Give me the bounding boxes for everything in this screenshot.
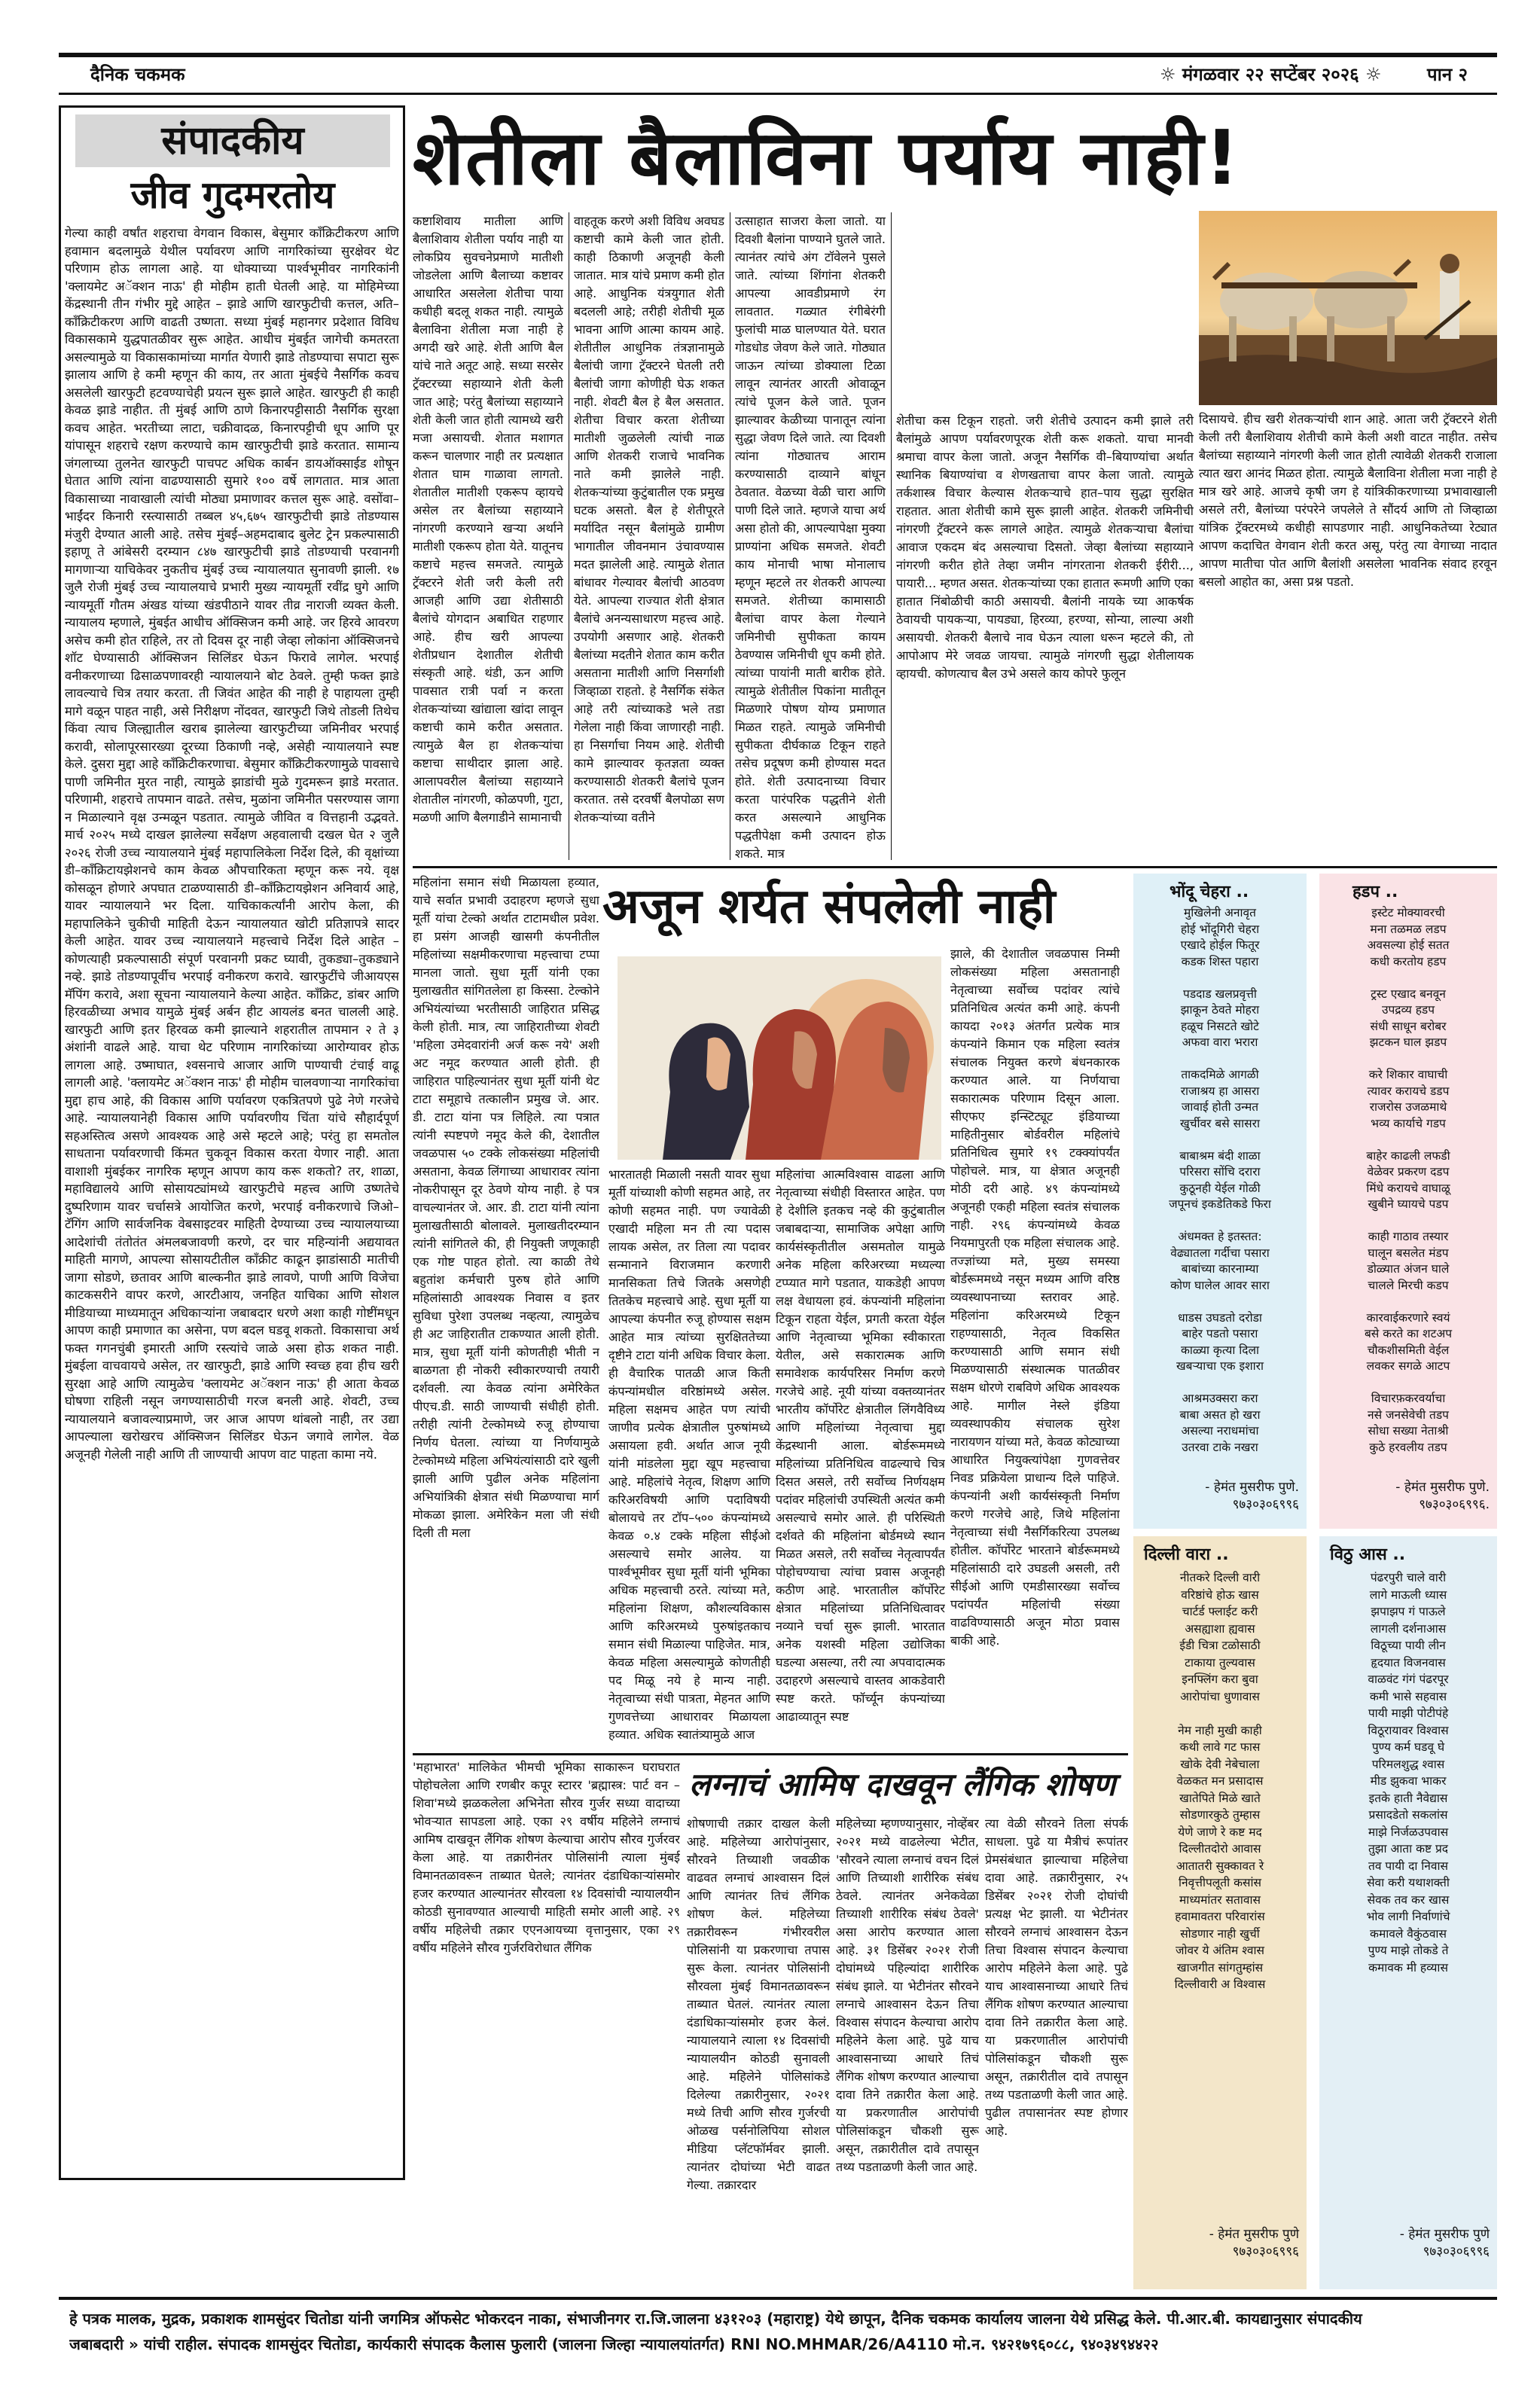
poem-2-phone: ९७३०३०६९९६. [1419,1497,1490,1512]
poem-line: असल्या नराधमांचा [1181,1424,1259,1438]
poem-1-body [1133,902,1307,1478]
page-number: पान २ [1427,64,1468,85]
poem-line: भोव लागी निर्वाणांचे [1366,1910,1450,1923]
poem-line: वेळेवर प्रकरण दडप [1367,1165,1450,1179]
poem-line: राजरोस उजळमाथे [1369,1100,1447,1114]
lead-col-5: दिसायचे. हीच खरी शेतकऱ्यांची शान आहे. आता जरी ट्रॅक्टरने शेती केली तरी बैलाशिवाय शेतीची कामे केली अशी वाटत नाहीत. तसेच बैलांच्या सहाय्याने नांगरणी केली जात होती त्यावेळी शेतकरी राजाला त्यात खरा आनंद मिळत होता. त्यामुळे बैलाविना शेतीला मजा नाही हे मात्र खरे आहे. आजचे कृषी जग हे यांत्रिकीकरणाच्या प्रभावाखाली असले तरी, बैलांच्या परंपरेने जपलेले ते सौंदर्य आणि तो जिव्हाळा यांत्रिक ट्रॅक्टरमध्ये कधीही सापडणार नाही. आधुनिकतेच्या रेट्यात आपण कदाचित वेगवान शेती करत असू, परंतु त्या वेगाच्या नादात आपण मातीचा पोत आणि बैलांशी असलेला भावनिक संवाद हरवून बसलो आहोत का, असा प्रश्न पडतो. [1199,412,1497,589]
lead-col-4 [896,212,1194,860]
poem-line: कोण घालेल आवर सारा [1170,1278,1270,1292]
lead-col-2: वाहतूक करणे अशी विविध अवघड कष्टाची कामे केली जात होती. काही ठिकाणी अजूनही केली जातात. मात्र यांचे प्रमाण कमी होत आहे. आधुनिक यंत्रयुगात शेती बदलली आहे; तरीही शेतीची मूळ भावना आणि आत्मा कायम आहे. शेतीतील आधुनिक तंत्रज्ञानामुळे बैलांची जागा ट्रॅक्टरने घेतली तरी बैलांची जागा कोणीही घेऊ शकत नाही. शेवटी बैल हे बैल असतात. शेतीचा विचार करता शेतीच्या मातीशी जुळलेली त्यांची नाळ आणि शेतकरी राजाचे भावनिक नाते कमी झालेले नाही. शेतकऱ्यांच्या कुटुंबातील एक प्रमुख घटक असतो. बैल हे शेतीपूरते मर्यादित नसून बैलांमुळे ग्रामीण भागातील जीवनमान उंचावण्यास मदत झालेली आहे. त्यामुळे शेतात बांधावर गेल्यावर बैलांची आठवण येते. आपल्या राज्यात शेती क्षेत्रात बैलांचे अनन्यसाधारण महत्त्व आहे. उपयोगी असणार आहे. शेतकरी बैलांच्या मदतीने शेतात काम करीत असताना मातीशी आणि निसर्गाशी जिव्हाळा राहतो. हे नैसर्गिक संकेत आहे तरी त्यांच्याकडे भले तडा गेलेला नाही किंवा जाणारही नाही. हा निसर्गाचा नियम आहे. शेतीची कामे झाल्यावर कृतज्ञता व्यक्त करण्यासाठी शेतकरी बैलांचे पूजन करतात. तसे दरवर्षी बैलपोळा सण शेतकऱ्यांच्या वतीने [574,214,724,825]
poem-line: करे शिकार वाघाची [1368,1068,1448,1081]
poem-line [1138,1132,1302,1148]
imprint-line-2: जबाबदारी » यांची राहील. संपादक शामसुंदर चितोडा, कार्यकारी संपादक कैलास फुलारी (जालना जिल्हा न्यायालयांतर्गत) RNI NO.MHMAR/26/A4110 मो.न. ९४२१७९६०८८, ९४०३४९४४२२ [69,2335,1159,2353]
poem-3-title: दिल्ली वारा .. [1144,1545,1229,1564]
bullock-farming-photo [1199,211,1497,405]
poem-line: कथी लावे गट फास [1179,1740,1261,1754]
poem-line: बसे करते का शटअप [1364,1327,1453,1340]
dateline: ☼ मंगळवार २२ सप्टेंबर २०२६ ☼ [1160,64,1382,85]
poem-1-phone: ९७३०३०६९९६ [1232,1497,1299,1512]
poem-line: खुर्चीवर बसे सासरा [1179,1116,1260,1130]
poem-line: बाहेर काढली लफडी [1366,1148,1450,1163]
poem-line [1324,970,1493,987]
poem-line: धाडस उघडतो दरोडा [1178,1310,1262,1325]
poem-line: झपाझप गं पाऊले [1371,1605,1446,1618]
poem-2-body [1319,902,1497,1478]
lead-col-4-text: शेतीचा कस टिकून राहतो. जरी शेतीचे उत्पादन कमी झाले तरी बैलांमुळे आपण पर्यावरणपूरक शेती करू शकतो. याचा मानवी श्रमाचा वापर केला जातो. अजून नैसर्गिक वी–बियाण्यांचा अर्थात स्थानिक बियाण्यांचा व शेणखताचा वापर केला जातो. त्यामुळे तर्कशास्त्र विचार केल्यास शेतकऱ्याचे हात–पाय सुद्धा सुरक्षित राहतात. आता शेतीची कामे सुरू झाली आहेत. शेतकरी जमिनीची नांगरणी ट्रॅक्टरने करू लागले आहेत. त्यामुळे शेतकऱ्याचा बैलांचा आवाज एकदम बंद असल्याचा दिसतो. जेव्हा बैलांच्या सहाय्याने नांगरणी करीत होते तेव्हा जमीन नांगरताना शेतकरी ईरीरी..., पायारी... म्हणत असत. शेतकऱ्यांच्या एका हातात रूमणी आणि एका हातात निंबोळीची काठी असायची. बैलांनी नायके च्या आकर्षक ठेवायची पायकऱ्या, पायड्या, हिरव्या, हरण्या, सोन्या, लाल्या अशी असायची. शेतकरी बैलाचे नाव घेऊन त्याला धरून म्हटले की, तो आपोआप मेरे जवळ जायचा. त्यामुळे नांगरणी सुद्धा शेतीलायक व्हायची. कोणत्याच बैल उभे असले काय कोपरे फुलून [896,413,1194,681]
poem-box-3 [1133,1536,1307,2289]
poem-line: होई भोंदूगिरी चेहरा [1180,922,1260,936]
bottom-headline: लग्नाचं आमिष दाखवून लैंगिक शोषण [689,1766,1116,1803]
lead-col-3: उत्साहात साजरा केला जातो. या दिवशी बैलांना पाण्याने घुतले जाते. त्यानंतर त्यांचे अंग टॉवेलने पुसले जाते. त्यांच्या शिंगांना शेतकरी आपल्या आवडीप्रमाणे रंग लावतात. गळ्यात रंगीबेरंगी फुलांची माळ घालण्यात येते. घरात गोडधोड जेवण केले जाते. गोठ्यात जाऊन त्यांच्या डोक्याला टिळा लावून त्यानंतर आरती ओवाळून त्यांचे पूजन केले जाते. पूजन झाल्यावर केळीच्या पानातून त्यांना सुद्धा जेवण दिले जाते. त्या दिवशी त्यांना गोठ्यातच आराम करण्यासाठी दाव्याने बांधून ठेवतात. वेळच्या वेळी चारा आणि पाणी दिले जाते. म्हणजे याचा अर्थ असा होतो की, आपल्यापेक्षा मुक्या प्राण्यांना अधिक समजते. शेवटी काय मोनाची भाषा मोनालाच म्हणून म्हटले तर शेतकरी आपल्या समजते. शेतीच्या कामासाठी बैलांचा वापर केला गेल्याने जमिनीची सुपीकता कायम ठेवण्यास जमिनीची धूप कमी होते. त्यांच्या पायांनी माती बारीक होते. त्यामुळे शेतीतील पिकांना मातीतून मिळणारे पोषण योग्य प्रमाणात मिळत राहते. त्यामुळे जमिनीची सुपीकता दीर्घकाळ टिकून राहते तसेच प्रदूषण कमी होण्यास मदत होते. शेती उत्पादनाच्या विचार करता पारंपरिक पद्धतीने शेती करत असल्याने आधुनिक पद्धतीपेक्षा कमी उत्पादन होऊ शकते. मात्र [735,214,886,860]
poem-line: पायी माझी पोटीपंहे [1368,1706,1449,1720]
women-col-4: झाले, की देशातील जवळपास निम्मी लोकसंख्या महिला असतानाही नेतृत्वाच्या सर्वोच्च पदांवर त्यांचे प्रतिनिधित्व अत्यंत कमी आहे. कंपनी कायदा २०१३ अंतर्गत प्रत्येक मात्र कंपन्यांने किमान एक महिला स्वतंत्र संचालक नियुक्त करणे बंधनकारक करण्यात आले. या निर्णयाचा सकारात्मक परिणाम दिसून आला. सीएफए इन्स्टिट्यूट इंडियाच्या माहितीनुसार बोर्डवरील महिलांचे प्रतिनिधित्व सुमारे १९ टक्क्यांपर्यंत पोहोचले. मात्र, या क्षेत्रात अजूनही मोठी दरी आहे. ४९ कंपन्यांमध्ये अजूनही एकही महिला स्वतंत्र संचालक नाही. २९६ कंपन्यांमध्ये केवळ नियमापुरती एक महिला संचालक आहे. तज्ज्ञांच्या मते, मुख्य समस्या बोर्डरूममध्ये नसून मध्यम आणि वरिष्ठ व्यवस्थापनाच्या स्तरावर आहे. महिलांना करिअरमध्ये टिकून राहण्यासाठी, नेतृत्व विकसित करण्यासाठी आणि समान संधी मिळण्यासाठी संस्थात्मक पातळीवर सक्षम धोरणे राबविणे अधिक आवश्यक आहे. मागील नेस्ले इंडिया व्यवस्थापकीय संचालक सुरेश नारायणन यांच्या मते, केवळ कोट्याच्या आधारित नियुक्त्यांपेक्षा गुणवत्तेवर निवड प्रक्रियेला प्राधान्य दिले पाहिजे. कंपन्यांनी अशी कार्यसंस्कृती निर्माण करणे गरजेचे आहे, जिथे महिलांना नेतृत्वाच्या संधी नैसर्गिकरित्या उपलब्ध होतील. कॉर्पोरेट भारताने बोर्डरूममध्ये महिलांसाठी दारे उघडली असली, तरी सीईओ आणि एमडीसारख्या सर्वोच्च पदांपर्यंत महिलांची संख्या वाढविण्यासाठी अजून मोठा प्रवास बाकी आहे. [950,947,1120,1648]
poem-line: येणे जाणे रे कष्ट मद [1178,1825,1262,1839]
poem-line: ट्रस्ट एखाद बनवून [1371,987,1446,1001]
poem-line: उपद्रव्य हडप [1381,1003,1435,1017]
poem-line: ताकदमिळे आगळी [1181,1068,1259,1081]
editorial-body: गेल्या काही वर्षांत शहराचा वेगवान विकास, बेसुमार काँक्रिटीकरण आणि हवामान बदलामुळे येथील पर्यावरण आणि नागरिकांच्या सुरक्षेवर थेट परिणाम होऊ लागला आहे. या धोक्याच्या पार्श्वभूमीवर नागरिकांनी 'क्लायमेट अॅक्शन नाऊ' ही मोहीम हाती घेतली आहे. या मोहिमेच्या केंद्रस्थानी तीन गंभीर मुद्दे आहेत – झाडे आणि खारफुटीची कत्तल, अति–काँक्रिटीकरण आणि वाढती उष्णता. सध्या मुंबई महानगर प्रदेशात विविध विकासकामे युद्धपातळीवर सुरू आहेत. आधीच मुंबईत जागेची कमतरता असल्यामुळे या विकासकामांच्या मार्गात येणारी झाडे तोडण्याचा सपाटा सुरू झालाय आणि हे कमी म्हणून की काय, तर आता मुंबईचे नैसर्गिक कवच असलेली खारफुटी हटवण्याचेही प्रयत्न सुरू झाले आहेत. खारफुटी ही काही केवळ झाडे नाहीत. ती मुंबई आणि ठाणे किनारपट्टीसाठी नैसर्गिक सुरक्षा कवच आहेत. भरतीच्या लाटा, चक्रीवादळ, किनारपट्टीची धूप आणि पूर यांपासून शहराचे रक्षण करण्याचे काम खारफुटीची झाडे करतात. सामान्य जंगलाच्या तुलनेत खारफुटी पाचपट अधिक कार्बन डायऑक्साईड शोषून घेतात आणि त्यांना वाढण्यासाठी सुमारे १०० वर्षे लागतात. मात्र आता विकासाच्या नावाखाली त्यांची मोठ्या प्रमाणावर कत्तल सुरू आहे. वसोंवा–भाईंदर किनारी रस्त्यासाठी तब्बल ४५,६७५ खारफुटीची झाडे तोडण्यास मंजुरी देण्यात आली आहे. तसेच मुंबई–अहमदाबाद बुलेट ट्रेन प्रकल्पासाठी इहाणू ते आंबेसरी दरम्यान ८४७ खारफुटीची झाडे तोडण्याची परवानगी मागणाऱ्या याचिकेवर नुकतीच मुंबई उच्च न्यायालयात सुनावणी झाली. १७ जुलै रोजी मुंबई उच्च न्यायालयाचे प्रभारी मुख्य न्यायमूर्ती रवींद्र घुगे आणि न्यायमूर्ती गौतम अंखड यांच्या खंडपीठाने यावर तीव्र नाराजी व्यक्त केली. न्यायालय म्हणाले, मुंबईत आधीच ऑक्सिजन कमी आहे. जर हिरवे आवरण असेच कमी होत राहिले, तर तो दिवस दूर नाही जेव्हा लोकांना ऑक्सिजनचे शॉट घेण्यासाठी ऑक्सिजन सिलिंडर घेऊन फिरावे लागेल. भरपाई वनीकरणाच्या ढिसाळपणावरही न्यायालयाने बोट ठेवले. तुम्ही फक्त झाडे लावल्याचे चित्र तयार करता. ती जिवंत आहेत की नाही हे पाहायला तुम्ही मागे वळून पाहत नाही, असे निरीक्षण नोंदवत, खारफुटी जिथे तोडली तिथेच किंवा त्याच जिल्ह्यातील खराब झालेल्या खारफुटीच्या जमिनीवर भरपाई करावी, सोलापूरसारख्या दूरच्या ठिकाणी नव्हे, असेही न्यायालयाने स्पष्ट केले. दुसरा मुद्दा आहे काँक्रिटीकरणाचा. बेसुमार काँक्रिटीकरणामुळे पावसाचे पाणी जमिनीत मुरत नाही, त्यामुळे झाडांची मुळे गुदमरून झाडे मरतात. परिणामी, शहराचे तापमान वाढते. तसेच, मुळांना जमिनीत पसरण्यास जागा न मिळाल्याने वृक्ष उन्मळून पडतात. त्यामुळे जीवित व वित्तहानी उद्भवते. मार्च २०२५ मध्ये दाखल झालेल्या सर्वेक्षण अहवालाची दखल घेत २ जुलै २०२६ रोजी उच्च न्यायालयाने मुंबई महापालिकेला निर्देश दिले, की वृक्षांच्या डी–काँक्रिटायझेशनचे काम केवळ औपचारिकता म्हणून करू नये. वृक्ष कोसळून होणारे अपघात टाळण्यासाठी डी–काँक्रिटायझेशन अनिवार्य आहे, यावर न्यायालयाने भर दिला. याचिकाकर्त्यांनी आरोप केला, की महापालिकेने चुकीची माहिती देऊन न्यायालयात खोटी प्रतिज्ञापत्रे सादर केली आहेत. यावर उच्च न्यायालयाने महत्त्वाचे निर्देश दिले आहेत – कोणत्याही प्रकल्पासाठी संपूर्ण परवानगी प्रकट घ्यावी, तुकड्या–तुकड्याने नव्हे. झाडे तोडण्यापूर्वीच भरपाई वनीकरण करावे. खारफुटींचे जीआयएस मॅपिंग करावे, अशा सूचना न्यायालयाने केल्या आहेत. काँक्रिट, डांबर आणि हिरवळीच्या अभाव यामुळे मुंबई अर्बन हीट आयलंड बनत चालली आहे. खारफुटी आणि इतर हिरवळ कमी झाल्याने शहरातील तापमान २ ते ३ अंशांनी वाढले आहे. याचा थेट परिणाम नागरिकांच्या आरोग्यावर होऊ लागला आहे. उष्माघात, श्वसनाचे आजार आणि पाण्याची टंचाई वाढू लागली आहे. 'क्लायमेट अॅक्शन नाऊ' ही मोहीम चालवणाऱ्या नागरिकांचा मुद्दा हाच आहे, की विकास आणि पर्यावरण एकत्रितपणे पुढे नेणे गरजेचे आहे. न्यायालयानेही विकास आणि पर्यावरणीय चिंता यांचे सौहार्दपूर्ण सहअस्तित्व असणे आवश्यक आहे असे म्हटले आहे; परंतु हा समतोल साधताना पर्यावरणाची किंमत चुकवून विकास करता येणार नाही. आता वाशाशी मुंबईकर नागरिक म्हणून आपण काय करू शकतो? तर, शाळा, महाविद्यालये आणि सोसायट्यांमध्ये खारफुटीचे महत्त्व आणि उष्णतेचे दुष्परिणाम यावर चर्चासत्रे आयोजित करणे, भरपाई वनीकरणाचे जिओ–टॅगिंग आणि सार्वजनिक वेबसाइटवर माहिती देण्याच्या उच्च न्यायालयाच्या आदेशांची तंतोतंत अंमलबजावणी करणे, दर चार महिन्यांनी अद्ययावत माहिती मागणे, आपल्या सोसायटीतील काँक्रीट काढून झाडांसाठी मातीची जागा सोडणे, छतावर आणि बाल्कनीत झाडे लावणे, पाणी आणि विजेचा काटकसरीने वापर करणे, आरटीआय, जनहित याचिका आणि सोशल मीडियाच्या माध्यमातून अधिकाऱ्यांना जबाबदार धरणे अशा काही गोष्टींमधून आपण काही प्रमाणात का असेना, पण बदल घडवू शकतो. विकासाचा अर्थ फक्त गगनचुंबी इमारती आणि रस्त्यांचे जाळे असा होऊ शकत नाही. मुंबईला वाचवायचे असेल, तर खारफुटी, झाडे आणि स्वच्छ हवा हीच खरी सुरक्षा आहे आणि त्यामुळेच 'क्लायमेट अॅक्शन नाऊ' ही आता केवळ घोषणा राहिली नसून जगण्यासाठीची गरज बनली आहे. शेवटी, उच्च न्यायालयाने बजावल्याप्रमाणे, जर आज आपण थांबलो नाही, तर उद्या आपल्याला खरोखरच ऑक्सिजन सिलिंडर घेऊन जगावे लागेल. वेळ अजूनही गेलेली नाही आणि ती जाण्याची आपण वाट पाहता कामा नये. [65,226,399,1462]
poem-line: सोधा सख्या नेताश्री [1368,1424,1449,1438]
poem-line: संधी साधून बरोबर [1370,1019,1447,1033]
poem-line: इतके हाती नैवेद्यास [1368,1791,1448,1805]
poem-line: एखादे होईल फितूर [1180,938,1260,952]
poem-line: कुठे हरवलीय तडप [1369,1440,1447,1454]
poem-line [1324,1294,1493,1310]
poem-line: सेवक तव कर खास [1367,1892,1450,1907]
editorial-label: संपादकीय [75,114,390,167]
poem-line: चालले मिरची कडप [1368,1278,1449,1292]
imprint-footer [59,2297,1497,2361]
poem-line: डोळ्यात अंजन घाले [1367,1262,1450,1276]
poem-line: बाबाश्रम बंदी शाळा [1179,1148,1261,1163]
poem-line [1324,1051,1493,1068]
imprint-line-1: हे पत्रक मालक, मुद्रक, प्रकाशक शामसुंदर चितोडा यांनी जगमित्र ऑफसेट भोकरदन नाका, संभाजीनगर रा.जि.जालना ४३१२०३ (महाराष्ट्र) येथे छापून, दैनिक चकमक कार्यालय जालना येथे प्रसिद्ध केले. पी.आर.बी. कायद्यानुसार संपादकीय [69,2310,1362,2328]
poem-line: दिल्लीवारी अ विश्वास [1174,1978,1266,1991]
poem-line: काही गाठाव तस्यार [1368,1230,1449,1243]
poem-4-signature: - हेमंत मुसरीफ पुणे [1399,2227,1490,2242]
lead-col-1: कष्टाशिवाय मातीला आणि बैलाशिवाय शेतीला पर्याय नाही या लोकप्रिय सुवचनेप्रमाणे मातीशी जोडलेला आणि बैलाच्या कष्टावर आधारित असलेला शेतीचा पाया कधीही बदलू शकत नाही. त्यामुळे बैलाविना शेतीला मजा नाही हे अगदी खरे आहे. शेती आणि बैल यांचे नाते अतूट आहे. सध्या सरसेर ट्रॅक्टरच्या सहाय्याने शेती केली जात आहे; परंतु बैलांच्या सहाय्याने शेती केली जात होती त्यामध्ये खरी मजा असायची. शेतात मशागत करून चालणार नाही तर प्रत्यक्षात शेतात घाम गाळावा लागतो. शेतातील मातीशी एकरूप व्हायचे असेल तर बैलांच्या सहाय्याने नांगरणी करण्याने खऱ्या अर्थाने मातीशी एकरूप होता येते. यातूनच कष्टाचे महत्त्व समजते. त्यामुळे ट्रॅक्टरने शेती जरी केली तरी आजही आणि उद्या शेतीसाठी बैलांचे योगदान अबाधित राहणार आहे. हीच खरी आपल्या शेतीप्रधान देशातील शेतीची संस्कृती आहे. थंडी, ऊन आणि पावसात रात्री पर्वा न करता शेतकऱ्यांच्या खांद्याला खांदा लावून कष्टाची कामे करीत असतात. त्यामुळे बैल हा शेतकऱ्यांचा कष्टाचा साथीदार झाला आहे. आलापवरील बैलांच्या सहाय्याने शेतातील नांगरणी, कोळपणी, गुटा, मळणी आणि बैलगाडीने सामानाची [413,214,563,825]
women-col-1: महिलांना समान संधी मिळायला हव्यात, याचे सर्वात प्रभावी उदाहरण म्हणजे सुधा मूर्ती यांचा टेल्को अर्थात टाटामधील प्रवेश. हा प्रसंग आजही खासगी कंपनीतील महिलांच्या सक्षमीकरणाचा महत्त्वाचा टप्पा मानला जातो. सुधा मूर्ती यांनी एका मुलाखतीत सांगितलेला हा किस्सा. टेल्कोने अभियंत्यांच्या भरतीसाठी जाहिरात प्रसिद्ध केली होती. मात्र, त्या जाहिरातीच्या शेवटी 'महिला उमेदवारांनी अर्ज करू नये' अशी अट नमूद करण्यात आली होती. ही जाहिरात पाहिल्यानंतर सुधा मूर्ती यांनी थेट टाटा समूहाचे तत्कालीन प्रमुख जे. आर. डी. टाटा यांना पत्र लिहिले. त्या पत्रात त्यांनी स्पष्टपणे नमूद केले की, देशातील जवळपास ५० टक्के लोकसंख्या महिलांची असताना, केवळ लिंगाच्या आधारावर त्यांना नोकरीपासून दूर ठेवणे योग्य नाही. हे पत्र वाचल्यानंतर जे. आर. डी. टाटा यांनी त्यांना मुलाखतीसाठी बोलावले. मुलाखतीदरम्यान त्यांनी सांगितले की, ही नियुक्ती जणूकाही एक गोष्ट पाहत होतो. त्या काळी तेथे बहुतांश कर्मचारी पुरुष होते आणि महिलांसाठी आवश्यक निवास व इतर सुविधा पुरेशा उपलब्ध नव्हत्या, त्यामुळेच ही अट जाहिरातीत टाकण्यात आली होती. मात्र, सुधा मूर्ती यांनी कोणतीही भीती न बाळगता ही नोकरी स्वीकारण्याची तयारी दर्शवली. त्या केवळ त्यांना अमेरिकेत पीएच.डी. साठी जाण्याची संधीही होती. तरीही त्यांनी टेल्कोमध्ये रुजू होण्याचा निर्णय घेतला. त्यांच्या या निर्णयामुळे टेल्कोमध्ये महिला अभियंत्यांसाठी दारे खुली झाली आणि पुढील अनेक महिलांना अभियांत्रिकी क्षेत्रात संधी मिळण्याचा मार्ग मोकळा झाला. अमेरिकेन मला जी संधी दिली ती मला [413,875,599,1540]
bottom-col-1 [413,1758,680,2289]
poem-line: खाजगीत सांगतुम्हांस [1176,1960,1264,1975]
poem-line: खोके देवी नेबेचाला [1180,1757,1260,1771]
photo-spacer [776,971,945,1166]
poem-line: भव्य कार्याचे गडप [1371,1116,1446,1130]
poem-line: आतातरी सुक्कावत रे [1176,1859,1264,1873]
women-headline: अजून शर्यत संपलेली नाही [602,879,1056,935]
poem-line: त्यावर करायचे डडप [1367,1084,1450,1098]
poem-line [1138,970,1302,987]
poem-4-title: विठु आस .. [1330,1545,1406,1564]
poem-line: पुण्य कर्म घडवू घे [1371,1740,1445,1754]
poem-line [1324,1213,1493,1230]
poem-line: कारवाईकरणारे स्वयं [1366,1310,1450,1325]
bottom-col-3: महिलेच्या म्हणण्यानुसार, नोव्हेंबर २०२१ मध्ये वाढलेल्या भेटीत, 'सौरवने त्याला लग्नाचं वचन दिलं आणि तिच्याशी शारीरिक संबंध ठेवले. त्यानंतर अनेकवेळा तिच्याशी शारीरिक संबंध ठेवले' असा आरोप करण्यात आला आहे. ३१ डिसेंबर २०२१ रोजी दोघांमध्ये पहिल्यांदा शारीरिक संबंध झाले. या भेटीनंतर सौरवने लग्नाचे आश्वासन देऊन तिचा विश्वास संपादन केल्याचा आरोप महिलेने केला आहे. पुढे याच आश्वासनाच्या आधारे तिचं लैंगिक शोषण करण्यात आल्याचा दावा तिने तक्रारीत केला आहे. या प्रकरणातील आरोपांची पोलिसांकडून चौकशी सुरू असून, तक्रारीतील दावे तपासून तथ्य पडताळणी केली जात आहे. [836,1816,979,2174]
poem-line: राजाश्रय हा आसरा [1180,1084,1260,1098]
poem-line: कुठूनही येईल गोळी [1179,1181,1261,1195]
poem-line: पुण्य माझे तोकडे ते [1368,1944,1449,1957]
poem-line: सेवा करी यथाशक्ती [1367,1876,1450,1889]
poem-line: विठूरायावर विश्वास [1368,1723,1449,1737]
poem-line [1138,1375,1302,1392]
poem-line: इनफ्लिंग करा बुवा [1182,1673,1258,1686]
poem-line: दिल्लीतदोरो आवास [1179,1842,1261,1856]
poem-line: सोडणार नाही खुर्ची [1180,1926,1260,1941]
poem-1-title: भोंदू चेहरा .. [1169,883,1249,901]
poem-line: विठूच्या पायी लीन [1371,1639,1446,1652]
poem-line: मीड झुकवा भाकर [1370,1774,1447,1788]
poem-line: परिसरा सोंचि दरारा [1179,1165,1261,1179]
bottom-col-2: शोषणाची तक्रार दाखल केली आहे. महिलेच्या आरोपांनुसार, सौरवने तिच्याशी जवळीक वाढवत लग्नाचं आश्वासन दिलं आणि त्यानंतर तिचं लैंगिक शोषण केलं. महिलेच्या तक्रारीवरून गंभीरवरील पोलिसांनी या प्रकरणाचा तपास सुरू केला. त्यानंतर पोलिसांनी सौरवला मुंबई विमानतळावरून ताब्यात घेतलं. त्यानंतर त्याला दंडाधिकाऱ्यांसमोर हजर केलं. न्यायालयाने त्याला १४ दिवसांची न्यायालयीन कोठडी सुनावली आहे. महिलेने पोलिसांकडे दिलेल्या तक्रारीनुसार, २०२१ मध्ये तिची आणि सौरव गुर्जरची ओळख पर्सनोलिपिया सोशल मीडिया प्लॅटफॉर्मवर झाली. त्यानंतर दोघांच्या भेटी वाढत गेल्या. तक्रारदार [687,1816,830,2192]
poem-line: निवृत्तीपलूती कसांस [1179,1876,1261,1889]
poem-line: असह्याशा ह्यवास [1185,1621,1255,1636]
poem-line: माध्यमांतर सतावास [1179,1892,1261,1907]
paper-name: दैनिक चकमक [90,64,185,85]
poem-line: तव पायी दा निवास [1368,1859,1449,1873]
poem-line: खबऱ्याचा एक इशारा [1176,1359,1264,1373]
poem-line: नसे जनसेवेची तडप [1368,1407,1449,1422]
poem-line: विचारफ़करवर्याचा [1371,1392,1446,1405]
poem-line: बाबा असत हो खरा [1179,1407,1261,1422]
women-col-3-text: महिलांचा आत्मविश्वास वाढला आणि नेतृत्वाच्या संधीही विस्तारत आहेत. पण हे देशीलि इतकच नव्हे की कुटुंबातील जबाबदाऱ्या, सामाजिक अपेक्षा आणि कार्यसंस्कृतीतील असमतोल यामुळे अनेक महिला करिअरच्या मध्यल्या टप्प्यात मागे पडतात, याकडेही आपण लक्ष वेधायला हवं. कंपन्यांनी महिलांना टिकून राहता येईल, प्रगती करता येईल आणि नेतृत्वाच्या भूमिका स्वीकारता येतील, असे सकारात्मक आणि समावेशक कार्यपरिसर निर्माण करणे गरजेचे आहे. नूयी यांच्या वक्तव्यानंतर भारतीय कॉर्पोरेट क्षेत्रातील लिंगवैविध्य आणि महिलांच्या नेतृत्वाचा मुद्दा केंद्रस्थानी आला. बोर्डरूममध्ये महिलांच्या प्रतिनिधित्व वाढल्याचे चित्र दिसत असले, तरी सर्वोच्च निर्णयक्षम पदांवर महिलांची उपस्थिती अत्यंत कमी असल्याचे समोर आले. ही परिस्थिती दर्शवते की महिलांना बोर्डमध्ये स्थान मिळत असले, तरी सर्वोच्च नेतृत्वापर्यंत पोहोचण्याचा त्यांचा प्रवास अजूनही कठीण आहे. भारतातील कॉर्पोरेट क्षेत्रात महिलांच्या प्रतिनिधित्वावर नव्याने चर्चा सुरू झाली. भारतात अनेक यशस्वी महिला उद्योजिका घडल्या असल्या, तरी त्या अपवादात्मक उदाहरणे असल्याचे वास्तव आकडेवारी स्पष्ट करते. फॉर्च्यून कंपन्यांच्या आढाव्यातून स्पष्ट [776,1167,945,1724]
poem-line: वाळवंट गंगं पंढरपूर [1368,1673,1449,1686]
poem-line: खुबीने घ्यायचे पडप [1368,1197,1449,1211]
poem-line: वेळकत मन प्रसादास [1176,1774,1264,1788]
poem-line [1138,1213,1302,1230]
poem-line: सोडणारकुठे तुम्हास [1179,1808,1261,1822]
bottom-col-4: त्या वेळी सौरवने तिला संपर्क साधला. पुढे या मैत्रीचं रूपांतर प्रेमसंबंधात झाल्याचा महिलेचा दावा आहे. तक्रारीनुसार, २५ डिसेंबर २०२१ रोजी दोघांची प्रत्यक्ष भेट झाली. या भेटीनंतर सौरवने लग्नाचं आश्वासन देऊन तिचा विश्वास संपादन केल्याचा आरोप महिलेने केला आहे. पुढे याच आश्वासनाच्या आधारे तिचं लैंगिक शोषण करण्यात आल्याचा दावा तिने तक्रारीत केला आहे. या प्रकरणातील आरोपांची पोलिसांकडून चौकशी सुरू असून, तक्रारीतील दावे तपासून तथ्य पडताळणी केली जात आहे. पुढील तपासानंतर स्पष्ट होणार आहे. [985,1816,1128,2138]
poem-line: हळूच निसटते खोटे [1181,1019,1259,1033]
poem-line: घालून बसलेत मंडप [1368,1246,1449,1260]
poem-3-phone: ९७३०३०६९९६ [1232,2244,1299,2259]
bottom-col-1-text: 'महाभारत' मालिकेत भीमची भूमिका साकारून घराघरात पोहोचलेला आणि रणबीर कपूर स्टारर 'ब्रह्मास्त्र: पार्ट वन – शिवा'मध्ये झळकलेला अभिनेता सौरव गुर्जर सध्या वादाच्या भोवऱ्यात सापडला आहे. एका २९ वर्षीय महिलेने लग्नाचं आमिष दाखवून लैंगिक शोषण केल्याचा आरोप सौरव गुर्जरवर केला आहे. या तक्रारीनंतर पोलिसांनी त्याला मुंबई विमानतळावरून ताब्यात घेतले; त्यानंतर दंडाधिकाऱ्यांसमोर हजर करण्यात आल्यानंतर सौरवला १४ दिवसांची न्यायालयीन कोठडी सुनावण्यात आल्याची माहिती समोर आली आहे. २९ वर्षीय महिलेची तक्रार एएनआयच्या वृत्तानुसार, एका २९ वर्षीय महिलेने सौरव गुर्जरविरोधात लैंगिक [413,1760,680,1955]
photo-float-spacer [896,212,1194,412]
poem-line: नीतकरे दिल्ली वारी [1179,1571,1261,1584]
poem-line: पडदाड खलप्रवृत्ती [1183,987,1257,1001]
poem-line: खातेपिते मिळे खाते [1179,1791,1261,1805]
poem-line: मिंधे करायचे वाघाळू [1366,1181,1450,1195]
poem-line: पंढरपुरी चाले वारी [1370,1571,1447,1584]
poem-1-signature: - हेमंत मुसरीफ पुणे. [1205,1480,1299,1495]
poem-line: कडक शिस्त पहारा [1181,954,1259,968]
poem-4-phone: ९७३०३०६९९६ [1423,2244,1490,2259]
section-rule [413,1753,1128,1755]
poem-line: ईडी चित्रा टळोसाठी [1179,1639,1261,1652]
poem-line: बाबांच्या कारनाम्या [1181,1262,1259,1276]
poem-box-1 [1133,874,1307,1529]
poem-line: काळ्या कृत्या दिला [1180,1343,1260,1357]
poem-line: बाहेर पडतो पसारा [1182,1327,1258,1340]
poem-line: इस्टेट मोक्यावरची [1371,906,1445,919]
poem-line [1138,1294,1302,1310]
poem-line [1138,1705,1302,1722]
column-divider [891,212,892,860]
poem-line: वेढ्यातला गर्दीचा पसारा [1170,1246,1270,1260]
poem-line: कमी भासे सहवास [1369,1689,1447,1703]
poem-line: कधी करतोय हडप [1370,954,1447,968]
poem-2-title: हडप .. [1352,883,1398,901]
poem-line: हवामावतरा परिवारांस [1175,1910,1265,1923]
poem-line: मुखिलेनी अनावृत [1184,906,1256,919]
poem-line: कमावले वैकुंठवास [1370,1926,1447,1941]
poem-3-signature: - हेमंत मुसरीफ पुणे [1209,2227,1299,2242]
lead-headline: शेतीला बैलाविना पर्याय नाही! [413,114,1241,202]
poem-line: टाकाया तुल्यवास [1185,1655,1255,1670]
poem-line: जपूनचं इकडेतिकडे फिरा [1169,1197,1271,1211]
poem-3-body [1133,1565,1307,2225]
poem-line [1324,1132,1493,1148]
poem-line: अफवा वारा भरारा [1182,1035,1258,1049]
poem-line: आश्रमउक्सरा करा [1182,1392,1258,1405]
poem-line: परिमलशुद्ध श्वास [1371,1757,1445,1771]
poem-line [1138,1051,1302,1068]
poem-line: जावाई होती उन्मत [1181,1100,1259,1114]
poem-box-4 [1319,1536,1497,2289]
women-col-2: भारतातही मिळाली नसती यावर सुधा मूर्ती यांच्याशी कोणी सहमत आहे, तर कोणी सहमत नाही. पण ज्यावेळी एखादी महिला मन ती त्या पदास लायक असेल, तर तिला त्या पदावर सन्मानाने विराजमान करणारी मानसिकता तिचे जितके असणेही तितकेच महत्त्वाचे आहे. सुधा मूर्ती या आपल्या कंपनीत रुजू होण्यास सक्षम आहेत मात्र त्यांच्या सुरक्षिततेच्या दृष्टीने टाटा यांनी अधिक विचार केला. ही वैचारिक पातळी आज किती कंपन्यांमधील वरिष्ठांमध्ये असेल. महिला सक्षमच आहेत पण त्यांची जाणीव प्रत्येक क्षेत्रातील पुरुषांमध्ये असायला हवी. अर्थात आज नूयी यांनी मांडलेला मुद्दा खूप महत्त्वाचा आहे. महिलांचे नेतृत्व, शिक्षण आणि करिअरविषयी आणि पदाविषयी बोलायचे तर टॉप–५०० कंपन्यांमध्ये केवळ ०.४ टक्के महिला सीईओ असल्याचे समोर आलेय. या पार्श्वभूमीवर सुधा मूर्ती यांनी भूमिका अधिक महत्त्वाची ठरते. त्यांच्या मते, महिलांना शिक्षण, कौशल्यविकास आणि करिअरमध्ये पुरुषांइतकाच समान संधी मिळाल्या पाहिजेत. मात्र, केवळ महिला असल्यामुळे कोणतीही पद मिळू नये हे मान्य नाही. नेतृत्वाच्या संधी पात्रता, मेहनत आणि गुणवत्तेच्या आधारावर मिळायला हव्यात. अधिक स्वातंत्र्यामुळे आज [608,1167,770,1742]
women-col-3 [776,971,945,1747]
poem-line: चार्टर्ड फ्लाईट करी [1182,1605,1258,1618]
poem-line: लागली दर्शनाआस [1370,1621,1447,1636]
poem-line: प्रसादडेतो सकलांस [1368,1808,1448,1822]
poem-line: कमावक मी हव्यास [1368,1960,1448,1975]
poem-line: अवसल्या होई सतत [1367,938,1450,952]
poem-line: वरिष्ठांचे होऊ खास [1181,1587,1259,1602]
poem-line [1324,1375,1493,1392]
poem-line: मना तळमळ लडप [1370,922,1447,936]
editorial-title: जीव गुदमरतोय [130,173,335,217]
poem-line: हृदयात विजनवास [1371,1655,1446,1670]
poem-line: तुझा आता कष्ट प्रद [1368,1842,1449,1856]
poem-line: लागे माऊली ध्यास [1369,1587,1447,1602]
poem-line: अंधमक्त हे इतस्तत: [1178,1230,1262,1243]
poem-line: लवकर सगळे आटप [1366,1359,1450,1373]
section-rule [413,866,1497,868]
poem-4-body [1319,1565,1497,2225]
poem-line: माझे निर्जळउपवास [1368,1825,1449,1839]
poem-box-2 [1319,874,1497,1529]
poem-line: आरोपांचा धुणावास [1180,1689,1260,1703]
poem-line: नेम नाही मुखी काही [1178,1723,1262,1737]
poem-line: चौकशीसमिती वेईल [1367,1343,1450,1357]
poem-line: उतरवा टाके नखरा [1182,1440,1258,1454]
poem-line: झाकून ठेवते मोहरा [1180,1003,1260,1017]
poem-line: झटकन घाल झडप [1369,1035,1447,1049]
poem-2-signature: - हेमंत मुसरीफ पुणे. [1395,1480,1490,1495]
poem-line: जोवर ये अंतिम श्वास [1176,1944,1264,1957]
